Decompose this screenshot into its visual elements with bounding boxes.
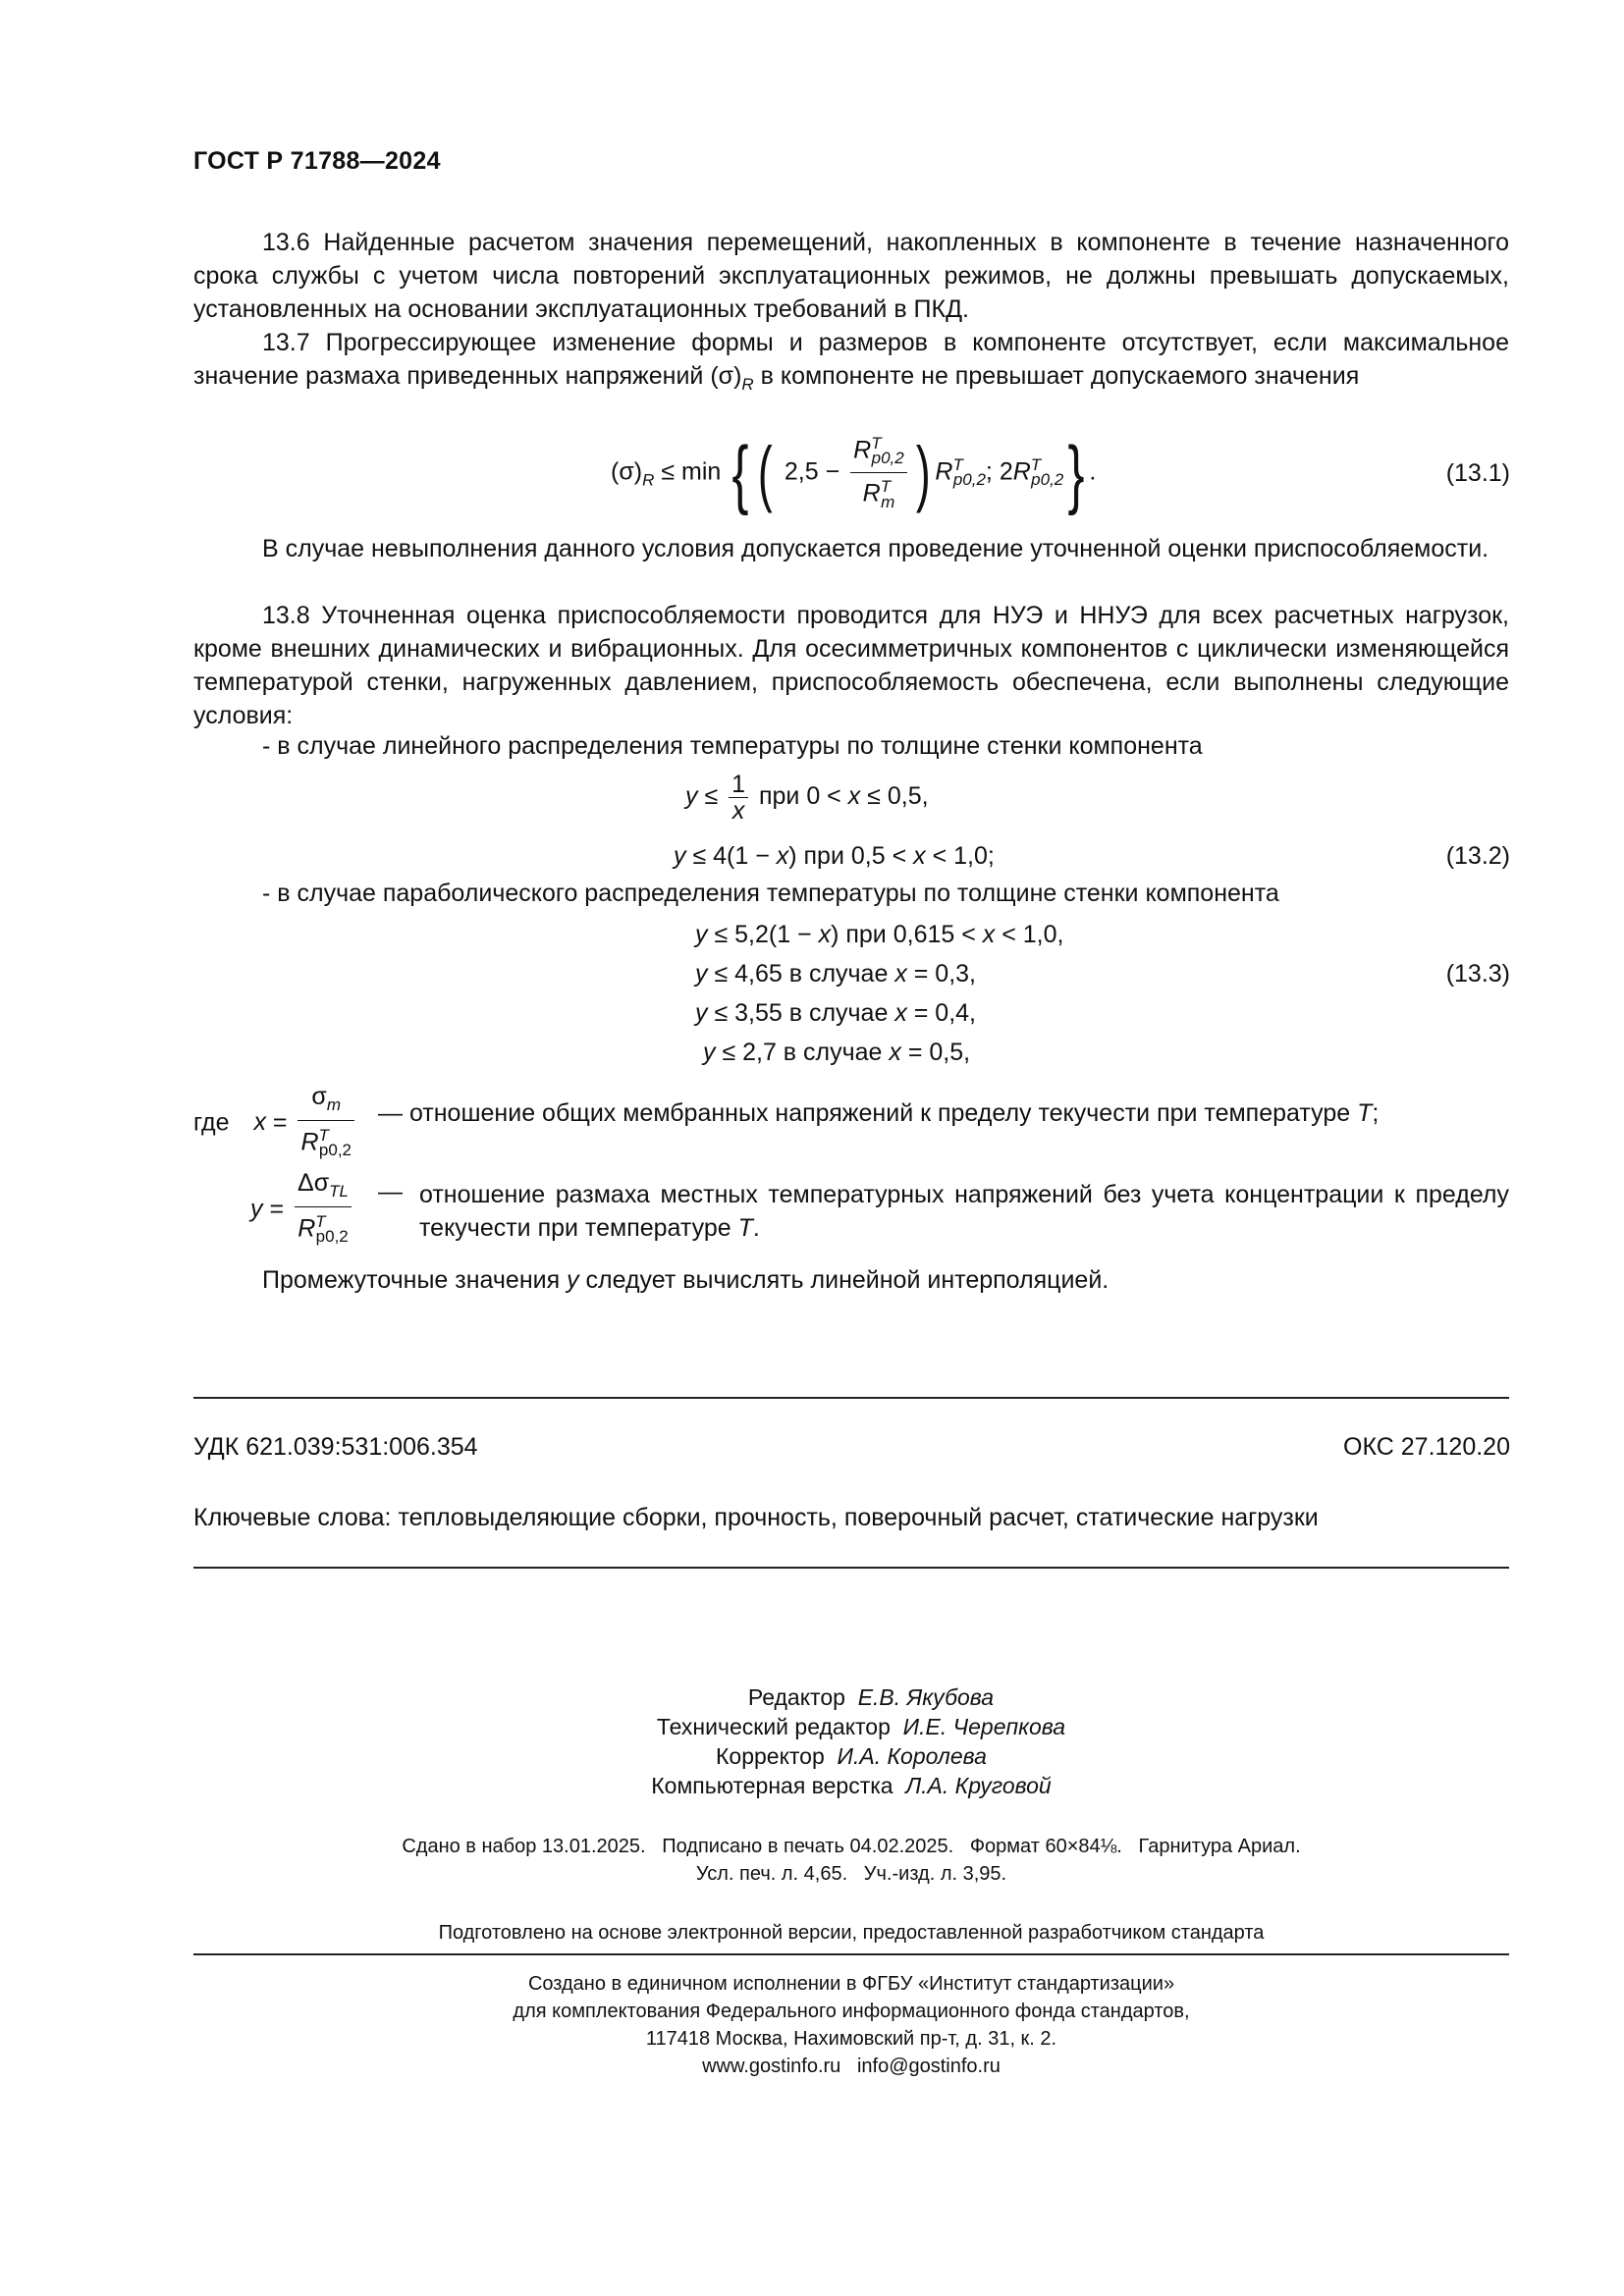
eq131-mult-R: R — [935, 457, 953, 486]
equation-13-2-line-1: y ≤ $\frac{1}{x}$ при 0 < x ≤ 0,5, — [685, 771, 929, 825]
right-brace: } — [1067, 429, 1085, 516]
interpolation-note: Промежуточные значения y следует вычислять линейной интерполяцией. — [262, 1266, 1110, 1294]
left-paren: ( — [758, 431, 774, 513]
x-fraction: $\frac{\sigma_m}{R^T_{p0,2}}$ — [298, 1082, 354, 1165]
equation-number-13-1: (13.1) — [1445, 459, 1510, 487]
created-line-1: Создано в единичном исполнении в ФГБУ «Институт стандартизации» — [527, 1973, 1175, 1995]
equation-13-2-line-2: y ≤ 4(1 − x) при 0,5 < x < 1,0; — [674, 842, 995, 870]
credit-layout: Компьютерная верстка Л.А. Круговой — [651, 1773, 1052, 1798]
paragraph-13-8: 13.8 Уточненная оценка приспособляемости проводится для НУЭ и ННУЭ для всех расчетных нагрузок, кроме внешних динамических и вибрационных. Для осесимметричных компонентов с циклически изменяющейся температурой стенки, нагруженных давлением, приспособляемость обеспечена, если выполнены следующие условия: — [193, 602, 1509, 729]
paragraph-13-6: 13.6 Найденные расчетом значения перемещений, накопленных в компоненте в течение назначенного срока службы с учетом числа повторений эксплуатационных режимов, не должны превышать допускаемых, установленных на основании эксплуатационных требований в ПКД. — [193, 229, 1509, 323]
paragraph-13-7 — [193, 326, 1509, 401]
eq131-const: 2,5 − — [784, 457, 840, 486]
y-fraction: $\frac{\Delta\sigma_{TL}}{R^T_{p0,2}}$ — [295, 1168, 352, 1252]
credit-tech-editor: Технический редактор И.Е. Черепкова — [656, 1714, 1066, 1739]
prepared-note: Подготовлено на основе электронной версии, предоставленной разработчиком стандарта — [438, 1922, 1265, 1944]
oks-code: ОКС 27.120.20 — [1343, 1433, 1510, 1461]
eq131-last-R: R — [1012, 457, 1031, 486]
eq132-fraction: $\frac{1}{x}$ — [729, 772, 748, 824]
equation-number-13-2: (13.2) — [1445, 842, 1510, 870]
where-word: где — [193, 1108, 230, 1137]
eq131-rel: ≤ min — [661, 457, 722, 486]
p137-text-b: в компоненте не превышает допускаемого значения — [753, 362, 1360, 390]
left-brace: { — [731, 429, 749, 516]
eq131-sep: ; 2 — [985, 457, 1013, 486]
equation-13-1: $(\sigma)_R \le \min$ { ( 2,5 − $\frac{R^T_{p0,2}}{R^T_m}$ ) $R^T_{p0,2}$; $2R^T_{p0,2}$} . — [611, 429, 1097, 516]
linear-distribution-label: - в случае линейного распределения температуры по толщине стенки компонента — [262, 732, 1203, 760]
equation-13-3-line-2: y ≤ 4,65 в случае x = 0,3, — [695, 960, 977, 988]
print-info-line-1: Сдано в набор 13.01.2025. Подписано в печать 04.02.2025. Формат 60×84⅛. Гарнитура Ариал. — [402, 1836, 1301, 1857]
eq131-denominator: $R^T_m$ — [862, 477, 895, 511]
keywords: Ключевые слова: тепловыделяющие сборки, прочность, поверочный расчет, статические нагрузки — [193, 1504, 1319, 1531]
eq131-fraction — [850, 430, 907, 516]
credit-corrector: Корректор И.А. Королева — [716, 1743, 987, 1769]
footer-top-rule — [193, 1397, 1509, 1399]
p137-subscript: R — [741, 375, 754, 394]
parabolic-distribution-label: - в случае параболического распределения температуры по толщине стенки компонента — [262, 880, 1279, 907]
eq131-lhs-sub: R — [642, 470, 655, 490]
definition-x: где x = $\frac{\sigma_m}{R^T_{p0,2}}$ — [193, 1082, 358, 1165]
credits-block — [193, 1682, 1509, 1800]
definition-y-text: отношение размаха местных температурных напряжений без учета концентрации к пределу текучести при температуре T. — [419, 1181, 1509, 1242]
created-line-2: для комплектования Федерального информационного фонда стандартов, — [513, 2001, 1190, 2022]
definition-x-text: — отношение общих мембранных напряжений к пределу текучести при температуре T; — [378, 1099, 1380, 1127]
footer-keywords-rule — [193, 1567, 1509, 1569]
equation-13-3-line-1: y ≤ 5,2(1 − x) при 0,615 < x < 1,0, — [695, 921, 1064, 948]
eq131-lhs: (σ) — [611, 457, 643, 486]
print-info-line-2: Усл. печ. л. 4,65. Уч.-изд. л. 3,95. — [695, 1863, 1007, 1885]
equation-13-3-line-3: y ≤ 3,55 в случае x = 0,4, — [695, 999, 977, 1027]
created-line-3: 117418 Москва, Нахимовский пр-т, д. 31, к. 2. — [645, 2028, 1057, 2050]
footer-bottom-rule — [193, 1953, 1509, 1955]
paragraph-condition-failure: В случае невыполнения данного условия допускается проведение уточненной оценки приспособляемости. — [262, 535, 1489, 562]
equation-13-3-line-4: y ≤ 2,7 в случае x = 0,5, — [703, 1039, 971, 1066]
created-line-4-links: www.gostinfo.ru info@gostinfo.ru — [702, 2056, 1001, 2077]
credit-editor: Редактор Е.В. Якубова — [747, 1684, 995, 1710]
p137-text-a: 13.7 Прогрессирующее изменение формы и размеров в компоненте отсутствует, если максимальное значение размаха приведенных напряжений (σ) — [193, 329, 1509, 390]
definition-y: y = $\frac{\Delta\sigma_{TL}}{R^T_{p0,2}}$ — [250, 1168, 355, 1252]
udk-code: УДК 621.039:531:006.354 — [193, 1433, 478, 1461]
right-paren: ) — [915, 431, 931, 513]
eq131-numerator: $R^T_{p0,2}$ — [850, 430, 907, 473]
equation-number-13-3: (13.3) — [1445, 960, 1510, 988]
definition-y-dash: — — [378, 1178, 403, 1205]
document-header-title: ГОСТ Р 71788—2024 — [193, 147, 441, 175]
